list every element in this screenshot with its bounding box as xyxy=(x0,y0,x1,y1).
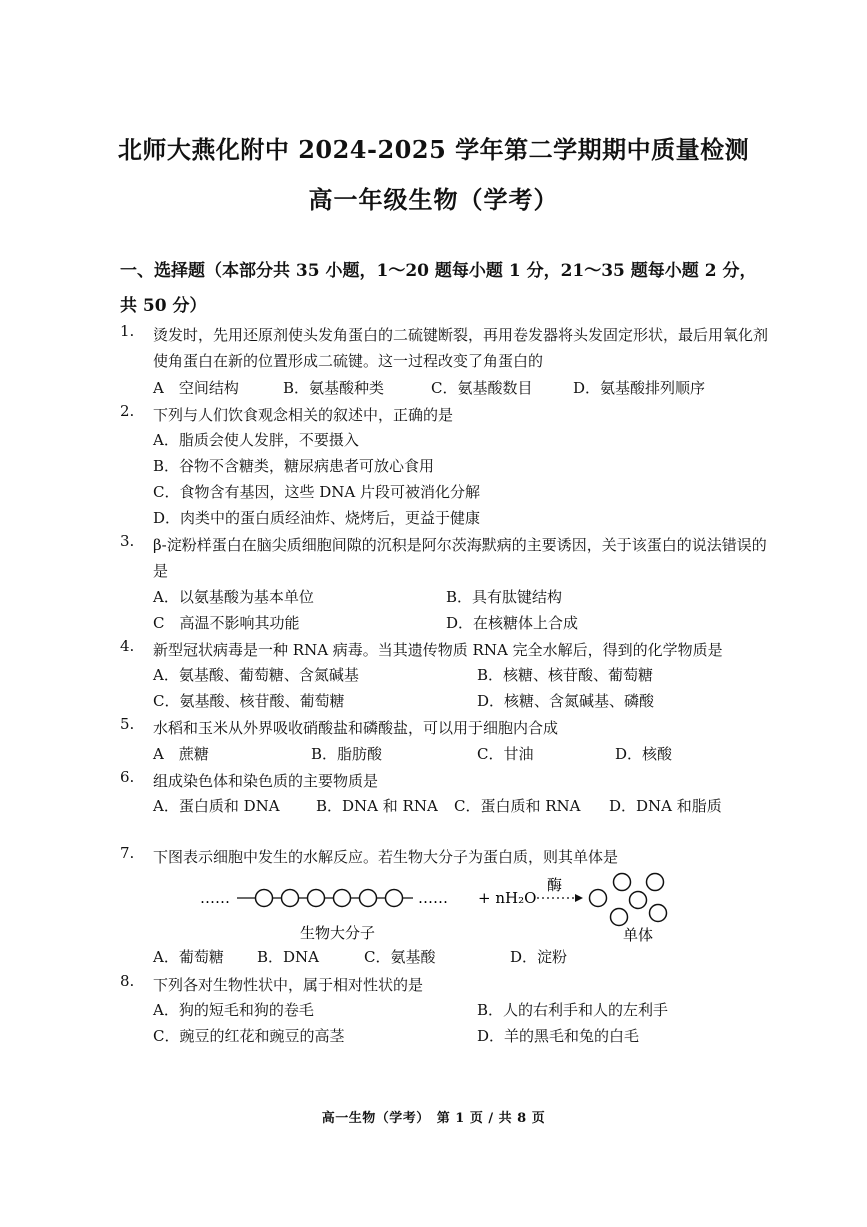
chain-ellipsis-right: …… xyxy=(418,889,448,907)
option-d: D．核酸 xyxy=(615,745,673,763)
free-monomer-circle xyxy=(647,874,664,891)
option-d: D．氨基酸排列顺序 xyxy=(573,379,706,397)
question-stem: 新型冠状病毒是一种 RNA 病毒。当其遗传物质 RNA 完全水解后，得到的化学物质是 xyxy=(153,641,723,659)
monomer-circle xyxy=(386,890,403,907)
option-d: D．羊的黑毛和兔的白毛 xyxy=(477,1027,640,1045)
option-b: B．脂肪酸 xyxy=(311,745,383,763)
option-c: C．食物含有基因，这些 DNA 片段可被消化分解 xyxy=(153,483,480,501)
option-a: A．蛋白质和 DNA xyxy=(153,797,280,815)
free-monomer-circle xyxy=(650,905,667,922)
option-c: C．氨基酸数目 xyxy=(431,379,533,397)
option-b: B．氨基酸种类 xyxy=(283,379,385,397)
option-c: C 高温不影响其功能 xyxy=(153,614,300,632)
option-d: D．DNA 和脂质 xyxy=(609,797,722,815)
question-number: 7. xyxy=(120,844,135,862)
option-a: A 蔗糖 xyxy=(153,745,209,763)
question-stem: β-淀粉样蛋白在脑尖质细胞间隙的沉积是阿尔茨海默病的主要诱因，关于该蛋白的说法错误的是 xyxy=(153,536,767,580)
monomer-label: 单体 xyxy=(623,926,654,944)
question-number: 8. xyxy=(120,972,135,990)
chain-ellipsis-left: …… xyxy=(200,889,230,907)
option-d: D．核糖、含氮碱基、磷酸 xyxy=(477,692,655,710)
option-a: A 空间结构 xyxy=(153,379,239,397)
option-c: C．蛋白质和 RNA xyxy=(454,797,581,815)
question-stem: 下列与人们饮食观念相关的叙述中，正确的是 xyxy=(153,406,454,424)
option-b: B．核糖、核苷酸、葡萄糖 xyxy=(477,666,654,684)
option-d: D．淀粉 xyxy=(510,948,568,966)
free-monomer-circle xyxy=(611,909,628,926)
monomer-circle xyxy=(360,890,377,907)
question-number: 4. xyxy=(120,637,135,655)
monomer-circle xyxy=(334,890,351,907)
option-a: A．氨基酸、葡萄糖、含氮碱基 xyxy=(153,666,359,684)
monomer-circle xyxy=(308,890,325,907)
question-stem: 水稻和玉米从外界吸收硝酸盐和磷酸盐，可以用于细胞内合成 xyxy=(153,719,559,737)
option-c: C．甘油 xyxy=(477,745,534,763)
question-number: 1. xyxy=(120,322,135,340)
reaction-arrowhead xyxy=(575,894,583,902)
option-c: C．豌豆的红花和豌豆的高茎 xyxy=(153,1027,345,1045)
exam-title: 北师大燕化附中 2024-2025 学年第二学期期中质量检测 xyxy=(117,135,750,164)
question-number: 3. xyxy=(120,532,135,550)
monomer-circle xyxy=(282,890,299,907)
question-stem: 下图表示细胞中发生的水解反应。若生物大分子为蛋白质，则其单体是 xyxy=(153,848,619,866)
hydrolysis-figure xyxy=(195,870,695,948)
exam-subtitle: 高一年级生物（学考） xyxy=(308,185,559,214)
question-stem: 烫发时，先用还原剂使头发角蛋白的二硫键断裂，再用卷发器将头发固定形状，最后用氧化剂使角蛋白在新的位置形成二硫键。这一过程改变了角蛋白的 xyxy=(153,326,769,370)
monomer-circle xyxy=(256,890,273,907)
option-a: A．葡萄糖 xyxy=(153,948,224,966)
free-monomer-circle xyxy=(630,892,647,909)
water-reactant-label: + nH₂O xyxy=(478,889,537,907)
question-number: 2. xyxy=(120,402,135,420)
option-d: D．在核糖体上合成 xyxy=(446,614,579,632)
option-b: B．DNA 和 RNA xyxy=(316,797,438,815)
option-c: C．氨基酸 xyxy=(364,948,436,966)
enzyme-label: 酶 xyxy=(547,876,563,894)
question-number: 6. xyxy=(120,768,135,786)
page-footer: 高一生物（学考） 第 1 页 / 共 8 页 xyxy=(321,1111,546,1126)
question-number: 5. xyxy=(120,715,135,733)
section-heading: 一、选择题（本部分共 35 小题，1～20 题每小题 1 分，21～35 题每小题 2 分，共 50 分） xyxy=(120,261,757,316)
free-monomer-circle xyxy=(614,874,631,891)
option-b: B．具有肽键结构 xyxy=(446,588,563,606)
option-a: A．以氨基酸为基本单位 xyxy=(153,588,314,606)
option-c: C．氨基酸、核苷酸、葡萄糖 xyxy=(153,692,345,710)
option-b: B．人的右利手和人的左利手 xyxy=(477,1001,669,1019)
option-a: A．脂质会使人发胖，不要摄入 xyxy=(153,431,359,449)
option-d: D．肉类中的蛋白质经油炸、烧烤后，更益于健康 xyxy=(153,509,481,527)
free-monomer-circle xyxy=(590,890,607,907)
option-b: B．谷物不含糖类，糖尿病患者可放心食用 xyxy=(153,457,435,475)
option-a: A．狗的短毛和狗的卷毛 xyxy=(153,1001,314,1019)
question-stem: 组成染色体和染色质的主要物质是 xyxy=(153,772,379,790)
question-stem: 下列各对生物性状中，属于相对性状的是 xyxy=(153,976,424,994)
option-b: B．DNA xyxy=(257,948,320,966)
macromolecule-label: 生物大分子 xyxy=(300,924,376,942)
